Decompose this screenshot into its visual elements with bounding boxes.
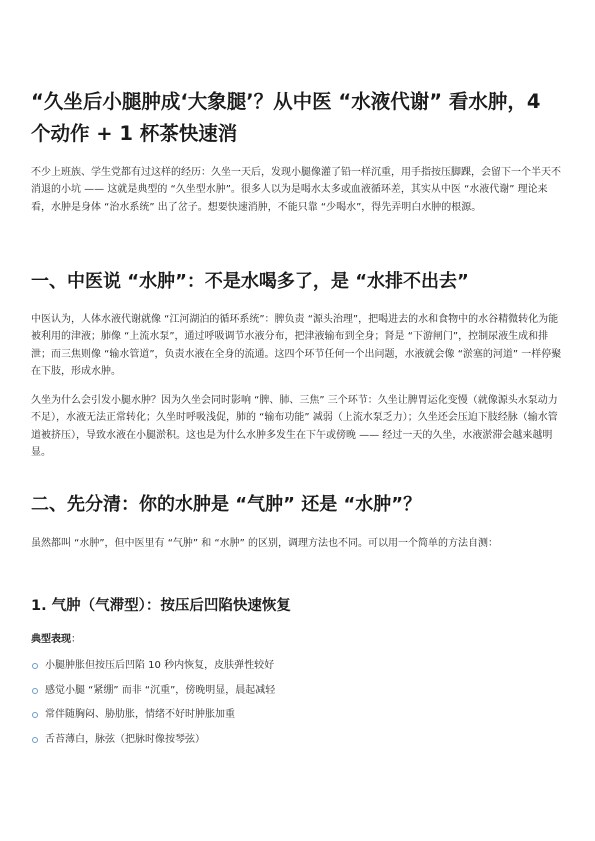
symptom-list [31,658,565,756]
list-item-text: 小腿肿胀但按压后凹陷 10 秒内恢复，皮肤弹性较好 [45,660,275,671]
list-item [31,658,565,683]
list-item-text: 常伴随胸闷、胁肋胀，情绪不好时肿胀加重 [45,709,235,721]
list-item [31,732,565,757]
bullet-icon [32,737,38,743]
section-1-paragraph-2: 久坐为什么会引发小腿水肿？因为久坐会同时影响 “脾、肺、三焦” 三个环节：久坐让脾胃运化变慢（就像源头水泵动力不足），水液无法正常转化；久坐时呼吸浅促，肺的 “输布功能” 减弱（上流水泵乏力）；久坐还会压迫下肢经脉（输水管道被挤压），导致水液在小腿淤积。这也是为什么水肿多发生在下午或傍晚 —— 经过一天的久坐，水液淤滞会越来越明显。 [31,395,558,458]
bullet-icon [32,688,38,694]
intro-paragraph: 不少上班族、学生党都有过这样的经历：久坐一天后，发现小腿像灌了铅一样沉重，用手指按压脚踝，会留下一个半天不消退的小坑 —— 这就是典型的 “久坐型水肿”。很多人以为是喝水太多或血液循环差，其实从中医 “水液代谢” 理论来看，水肿是身体 “治水系统” 出了岔子。想要快速消肿，不能只靠 “少喝水”，得先弄明白水肿的根源。 [31,167,561,213]
subsection-1-heading: 1. 气肿（气滞型）：按压后凹陷快速恢复 [31,598,291,614]
section-1-heading: 一、中医说 “水肿”：不是水喝多了，是 “水排不出去” [31,271,469,292]
section-2-paragraph-1: 虽然都叫 “水肿”，但中医里有 “气肿” 和 “水肿” 的区别，调理方法也不同。可以用一个简单的方法自测： [31,538,498,549]
article-title: “久坐后小腿肿成‘大象腿’？从中医 “水液代谢” 看水肿，4 个动作 + 1 杯茶快速消 [31,90,541,145]
list-item-text: 舌苔薄白，脉弦（把脉时像按琴弦） [45,733,205,745]
typical-symptoms-label-text: 典型表现 [31,634,71,645]
section-2-heading: 二、先分清：你的水肿是 “气肿” 还是 “水肿”？ [31,494,422,515]
list-item [31,683,565,708]
bullet-icon [32,712,38,718]
bullet-icon [32,663,38,669]
typical-symptoms-label [31,632,81,648]
section-1-paragraph-1: 中医认为，人体水液代谢就像 “江河湖泊的循环系统”：脾负责 “源头治理”，把喝进去的水和食物中的水谷精微转化为能被利用的津液；肺像 “上流水泵”，通过呼吸调节水液分布，把津液输布到全身；肾是 “下游闸门”，控制尿液生成和排泄；而三焦则像 “输水管道”，负责水液在全身的流通。这四个环节任何一个出问题，水液就会像 “淤塞的河道” 一样停聚在下肢，形成水肿。 [31,314,562,377]
list-item [31,707,565,732]
list-item-text: 感觉小腿 “紧绷” 而非 “沉重”，傍晚明显，晨起减轻 [45,684,276,696]
typical-symptoms-label-colon: ： [71,634,81,645]
